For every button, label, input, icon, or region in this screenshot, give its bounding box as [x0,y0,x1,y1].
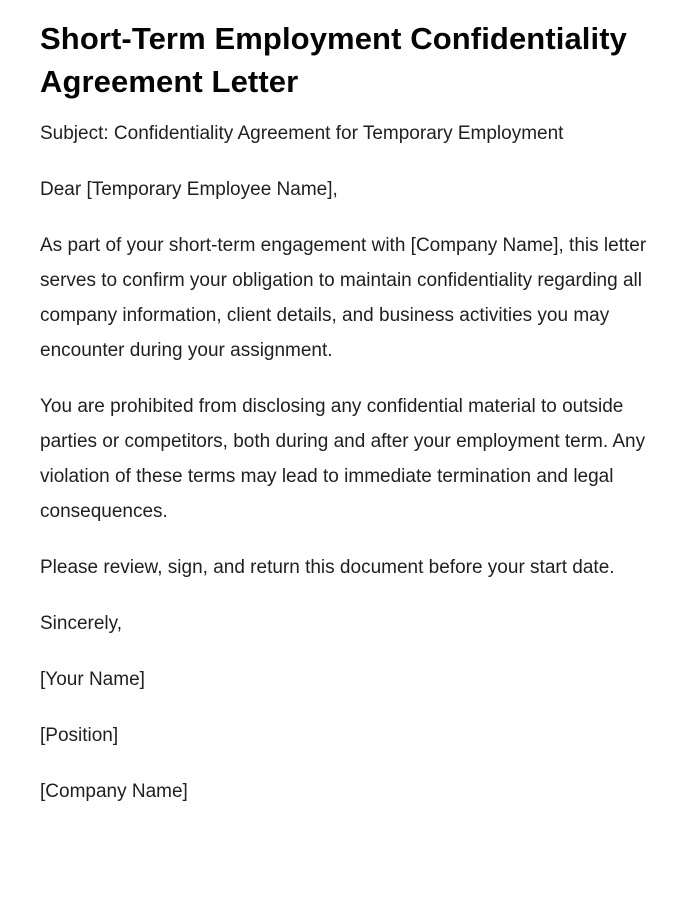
subject-line: Subject: Confidentiality Agreement for Temporary Employment [40,123,564,144]
signature-position: [Position] [40,725,119,746]
body-paragraph-2: You are prohibited from disclosing any confidential material to outside parties or competitors, both during and after your employment term. Any violation of these terms may lead to immediate termination and legal consequences. [40,396,646,522]
body-paragraph-3: Please review, sign, and return this document before your start date. [40,557,615,578]
salutation: Dear [Temporary Employee Name], [40,179,338,200]
signature-name: [Your Name] [40,669,145,690]
signature-company: [Company Name] [40,781,188,802]
body-paragraph-1: As part of your short-term engagement with [Company Name], this letter serves to confirm your obligation to maintain confidentiality regarding all company information, client details, and business activities you may encounter during your assignment. [40,235,647,361]
closing: Sincerely, [40,613,123,634]
letter-title: Short-Term Employment Confidentiality Agreement Letter [40,21,627,99]
